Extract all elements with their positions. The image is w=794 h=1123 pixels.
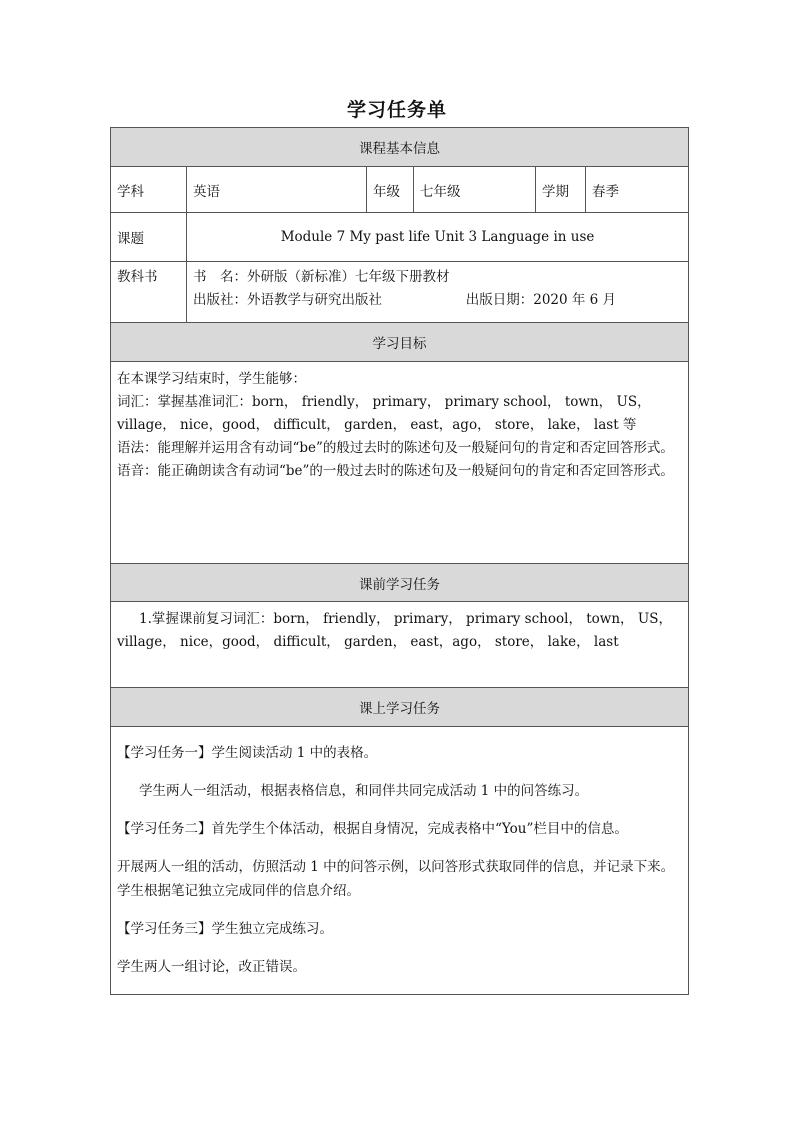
grade-value: 七年级 [414,167,536,213]
section-title-objectives: 学习目标 [111,323,689,362]
in-class-task-2-detail: 开展两人一组的活动，仿照活动 1 中的问答示例，以问答形式获取同伴的信息，并记录下来。学生根据笔记独立完成同伴的信息介绍。 [117,859,675,899]
objective-vocabulary: 词汇：掌握基准词汇：born， friendly， primary， primary school， town， US， village， nice，good， difficult， garden， east，ago， store， lake， last 等 [117,394,651,433]
textbook-label: 教科书 [111,262,187,323]
section-title-basic-info: 课程基本信息 [111,128,689,167]
publication-date: 出版日期：2020 年 6 月 [465,292,617,308]
section-title-pre-class: 课前学习任务 [111,564,689,602]
topic-label: 课题 [111,213,187,262]
info-row-topic [111,213,689,262]
objectives-content [111,362,689,564]
grade-label: 年级 [367,167,414,213]
in-class-task-1: 【学习任务一】学生阅读活动 1 中的表格。 [117,745,378,761]
pre-class-row [111,602,689,688]
section-header-pre-class [111,564,689,602]
objectives-row [111,362,689,564]
in-class-content [111,727,689,995]
section-header-in-class [111,688,689,727]
section-header-basic-info [111,128,689,167]
objective-grammar: 语法：能理解并运用含有动词“be”的般过去时的陈述句及一般疑问句的肯定和否定回答形式。 [117,440,674,456]
in-class-task-2: 【学习任务二】首先学生个体活动，根据自身情况，完成表格中“You”栏目中的信息。 [117,821,628,837]
info-row-textbook [111,262,689,323]
in-class-row [111,727,689,995]
in-class-task-3: 【学习任务三】学生独立完成练习。 [117,921,333,937]
objectives-intro: 在本课学习结束时，学生能够： [117,371,306,387]
page-title: 学习任务单 [346,99,447,121]
publisher: 出版社：外语教学与研究出版社 [193,292,382,308]
pre-class-task: 1.掌握课前复习词汇：born， friendly， primary， primary school， town， US， village， nice，good， difficult， garden， east，ago， store， lake， last [117,611,672,650]
section-title-in-class: 课上学习任务 [111,688,689,727]
section-header-objectives [111,323,689,362]
term-label: 学期 [536,167,586,213]
topic-value: Module 7 My past life Unit 3 Language in use [187,213,689,262]
task-sheet-table [110,127,689,995]
info-row-subject [111,167,689,213]
subject-value: 英语 [187,167,367,213]
publisher-row [193,289,682,312]
objective-pronunciation: 语音：能正确朗读含有动词“be”的一般过去时的陈述句及一般疑问句的肯定和否定回答形式。 [117,463,674,479]
textbook-details [187,262,689,323]
term-value: 春季 [586,167,689,213]
subject-label: 学科 [111,167,187,213]
book-name: 书 名：外研版（新标准）七年级下册教材 [193,269,450,285]
in-class-task-3-detail: 学生两人一组讨论，改正错误。 [117,959,306,975]
in-class-task-1-detail: 学生两人一组活动，根据表格信息，和同伴共同完成活动 1 中的问答练习。 [139,783,589,799]
pre-class-content [111,602,689,688]
